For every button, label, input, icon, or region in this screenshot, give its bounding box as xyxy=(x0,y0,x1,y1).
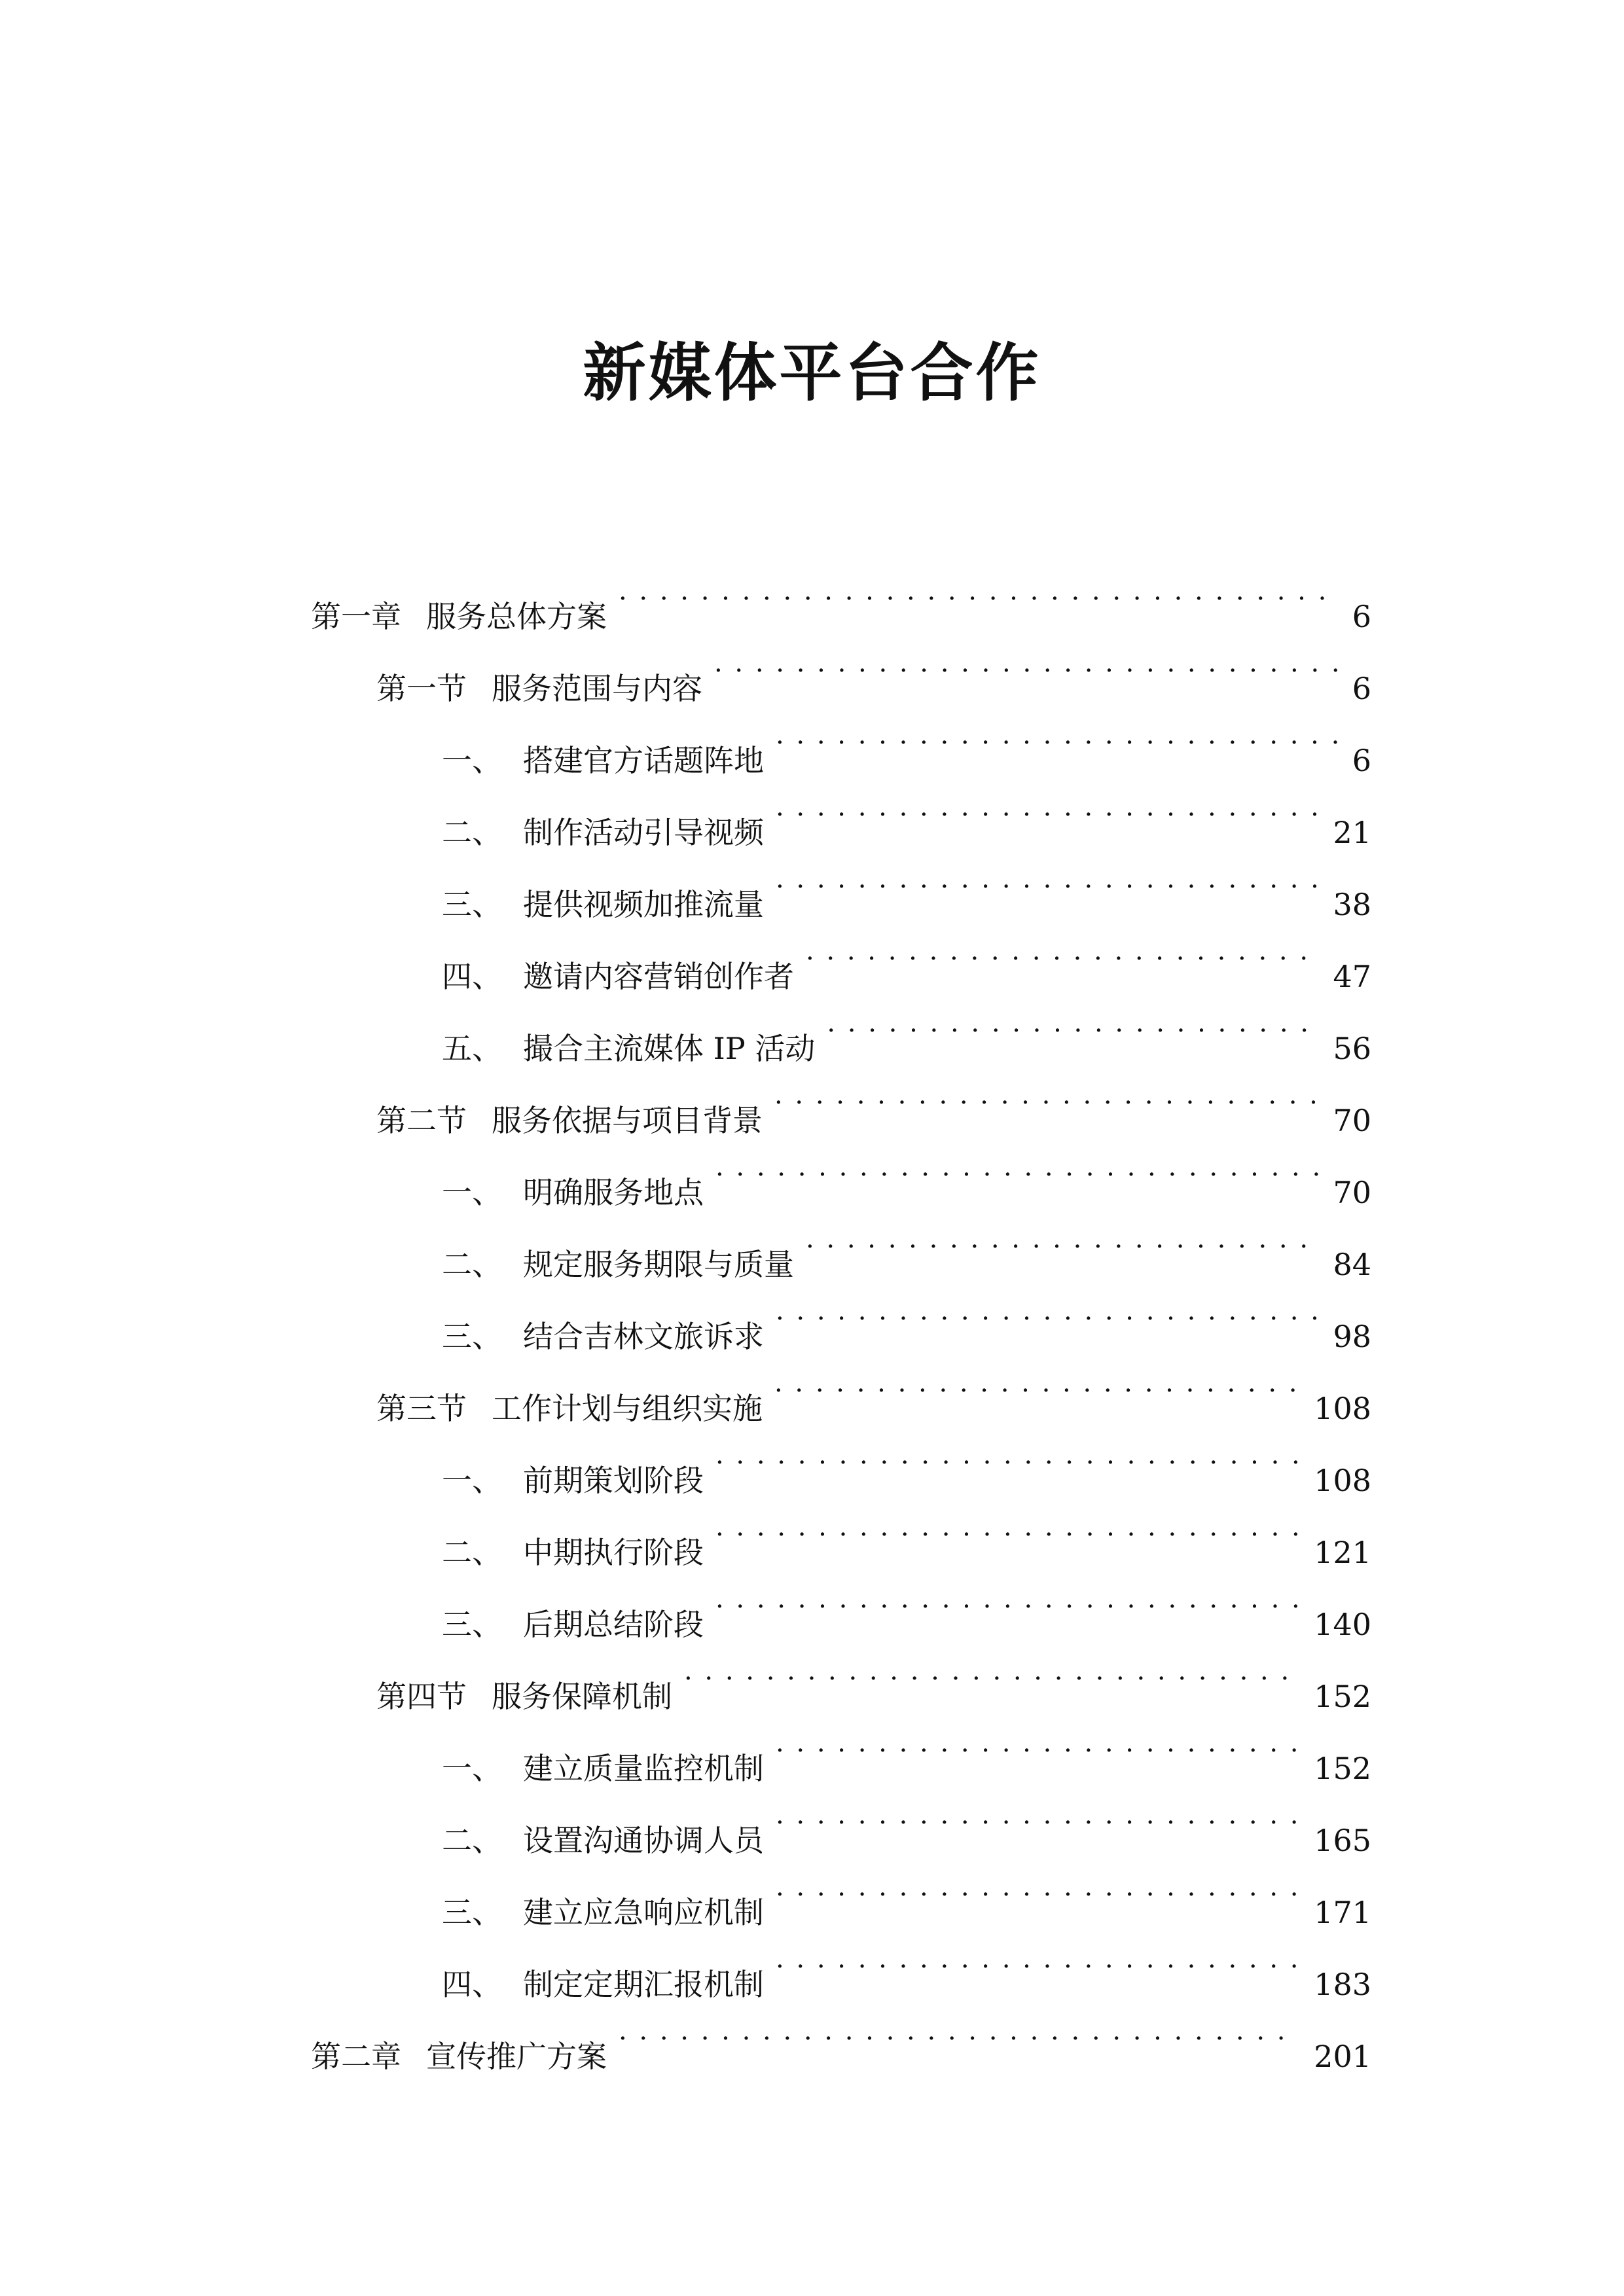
dot-leader xyxy=(619,555,1338,627)
toc-entry-page: 6 xyxy=(1352,599,1371,634)
toc-entry-number: 第一节 xyxy=(376,671,467,706)
toc-entry-page: 108 xyxy=(1314,1463,1371,1498)
toc-entry-page: 152 xyxy=(1314,1679,1371,1714)
toc-entry-page: 38 xyxy=(1333,887,1371,922)
toc-entry-number: 三、 xyxy=(442,1895,502,1930)
toc-entry-number: 第二章 xyxy=(311,2039,401,2074)
toc-entry-page: 56 xyxy=(1333,1031,1371,1066)
toc-entry-label: 宣传推广方案 xyxy=(426,2039,607,2074)
toc-entry-page: 108 xyxy=(1314,1391,1371,1426)
dot-leader xyxy=(827,987,1318,1059)
toc-entry-number: 四、 xyxy=(442,959,502,994)
toc-entry-page: 84 xyxy=(1333,1247,1371,1282)
toc-entry-page: 152 xyxy=(1314,1751,1371,1786)
toc-entry-page: 183 xyxy=(1314,1967,1371,2002)
toc-entry-label: 邀请内容营销创作者 xyxy=(523,959,794,994)
toc-entry-label: 建立应急响应机制 xyxy=(523,1895,764,1930)
toc-entry[interactable] xyxy=(311,555,1371,634)
toc-entry-page: 98 xyxy=(1333,1319,1371,1354)
toc-entry-label: 服务范围与内容 xyxy=(492,671,702,706)
toc-entry-number: 三、 xyxy=(442,1319,502,1354)
toc-entry-label: 提供视频加推流量 xyxy=(523,887,764,922)
toc-entry-page: 47 xyxy=(1333,959,1371,994)
toc-entry-page: 171 xyxy=(1314,1895,1371,1930)
toc-entry-page: 165 xyxy=(1314,1823,1371,1858)
toc-entry-label: 服务总体方案 xyxy=(426,599,607,634)
toc-entry-number: 一、 xyxy=(442,1175,502,1210)
dot-leader xyxy=(619,1995,1299,2067)
toc-entry-page: 70 xyxy=(1333,1103,1371,1138)
toc-entry-label: 后期总结阶段 xyxy=(523,1607,704,1642)
toc-entry-number: 一、 xyxy=(442,1463,502,1498)
toc-entry-number: 四、 xyxy=(442,1967,502,2002)
dot-leader xyxy=(776,1275,1318,1347)
toc-entry-page: 140 xyxy=(1314,1607,1371,1642)
toc-entry-number: 二、 xyxy=(442,1535,502,1570)
dot-leader xyxy=(776,1779,1299,1851)
toc-entry-page: 70 xyxy=(1333,1175,1371,1210)
toc-entry-page: 21 xyxy=(1333,815,1371,850)
dot-leader xyxy=(776,771,1318,843)
toc-entry-label: 工作计划与组织实施 xyxy=(492,1391,763,1426)
toc-entry-number: 一、 xyxy=(442,1751,502,1786)
dot-leader xyxy=(806,1203,1318,1275)
toc-entry-number: 三、 xyxy=(442,887,502,922)
dot-leader xyxy=(776,699,1338,771)
toc-entry-label: 中期执行阶段 xyxy=(523,1535,704,1570)
dot-leader xyxy=(776,1851,1299,1923)
dot-leader xyxy=(715,1419,1299,1491)
dot-leader xyxy=(715,1491,1299,1563)
toc-entry-label: 制作活动引导视频 xyxy=(523,815,764,850)
toc-entry-label: 建立质量监控机制 xyxy=(523,1751,764,1786)
toc-entry-label: 服务依据与项目背景 xyxy=(492,1103,763,1138)
dot-leader xyxy=(715,1131,1318,1203)
toc-entry-label: 服务保障机制 xyxy=(492,1679,672,1714)
toc-entry-label: 前期策划阶段 xyxy=(523,1463,704,1498)
table-of-contents xyxy=(311,555,1371,2074)
toc-entry-page: 6 xyxy=(1352,671,1371,706)
toc-entry-label: 搭建官方话题阵地 xyxy=(523,743,764,778)
toc-entry-number: 第三节 xyxy=(376,1391,467,1426)
toc-entry-number: 三、 xyxy=(442,1607,502,1642)
dot-leader xyxy=(714,627,1338,699)
toc-entry-number: 二、 xyxy=(442,1247,502,1282)
dot-leader xyxy=(776,1707,1299,1779)
dot-leader xyxy=(774,1059,1318,1131)
dot-leader xyxy=(806,915,1318,987)
dot-leader xyxy=(684,1635,1299,1707)
toc-entry-page: 121 xyxy=(1314,1535,1371,1570)
dot-leader xyxy=(776,1923,1299,1995)
toc-entry-label: 制定定期汇报机制 xyxy=(523,1967,764,2002)
toc-entry-label: 明确服务地点 xyxy=(523,1175,704,1210)
toc-entry-number: 二、 xyxy=(442,1823,502,1858)
toc-entry-number: 五、 xyxy=(442,1031,502,1066)
dot-leader xyxy=(774,1347,1299,1419)
toc-entry-page: 201 xyxy=(1314,2039,1371,2074)
toc-entry-label: 设置沟通协调人员 xyxy=(523,1823,764,1858)
toc-entry-label: 撮合主流媒体 IP 活动 xyxy=(523,1031,816,1066)
toc-entry-page: 6 xyxy=(1352,743,1371,778)
dot-leader xyxy=(715,1563,1299,1635)
toc-entry-number: 第一章 xyxy=(311,599,401,634)
toc-entry-number: 一、 xyxy=(442,743,502,778)
toc-entry-number: 第二节 xyxy=(376,1103,467,1138)
dot-leader xyxy=(776,843,1318,915)
toc-entry-number: 二、 xyxy=(442,815,502,850)
toc-entry-label: 结合吉林文旅诉求 xyxy=(523,1319,764,1354)
toc-entry-label: 规定服务期限与质量 xyxy=(523,1247,794,1282)
document-title: 新媒体平台合作 xyxy=(583,336,1041,410)
toc-entry-number: 第四节 xyxy=(376,1679,467,1714)
